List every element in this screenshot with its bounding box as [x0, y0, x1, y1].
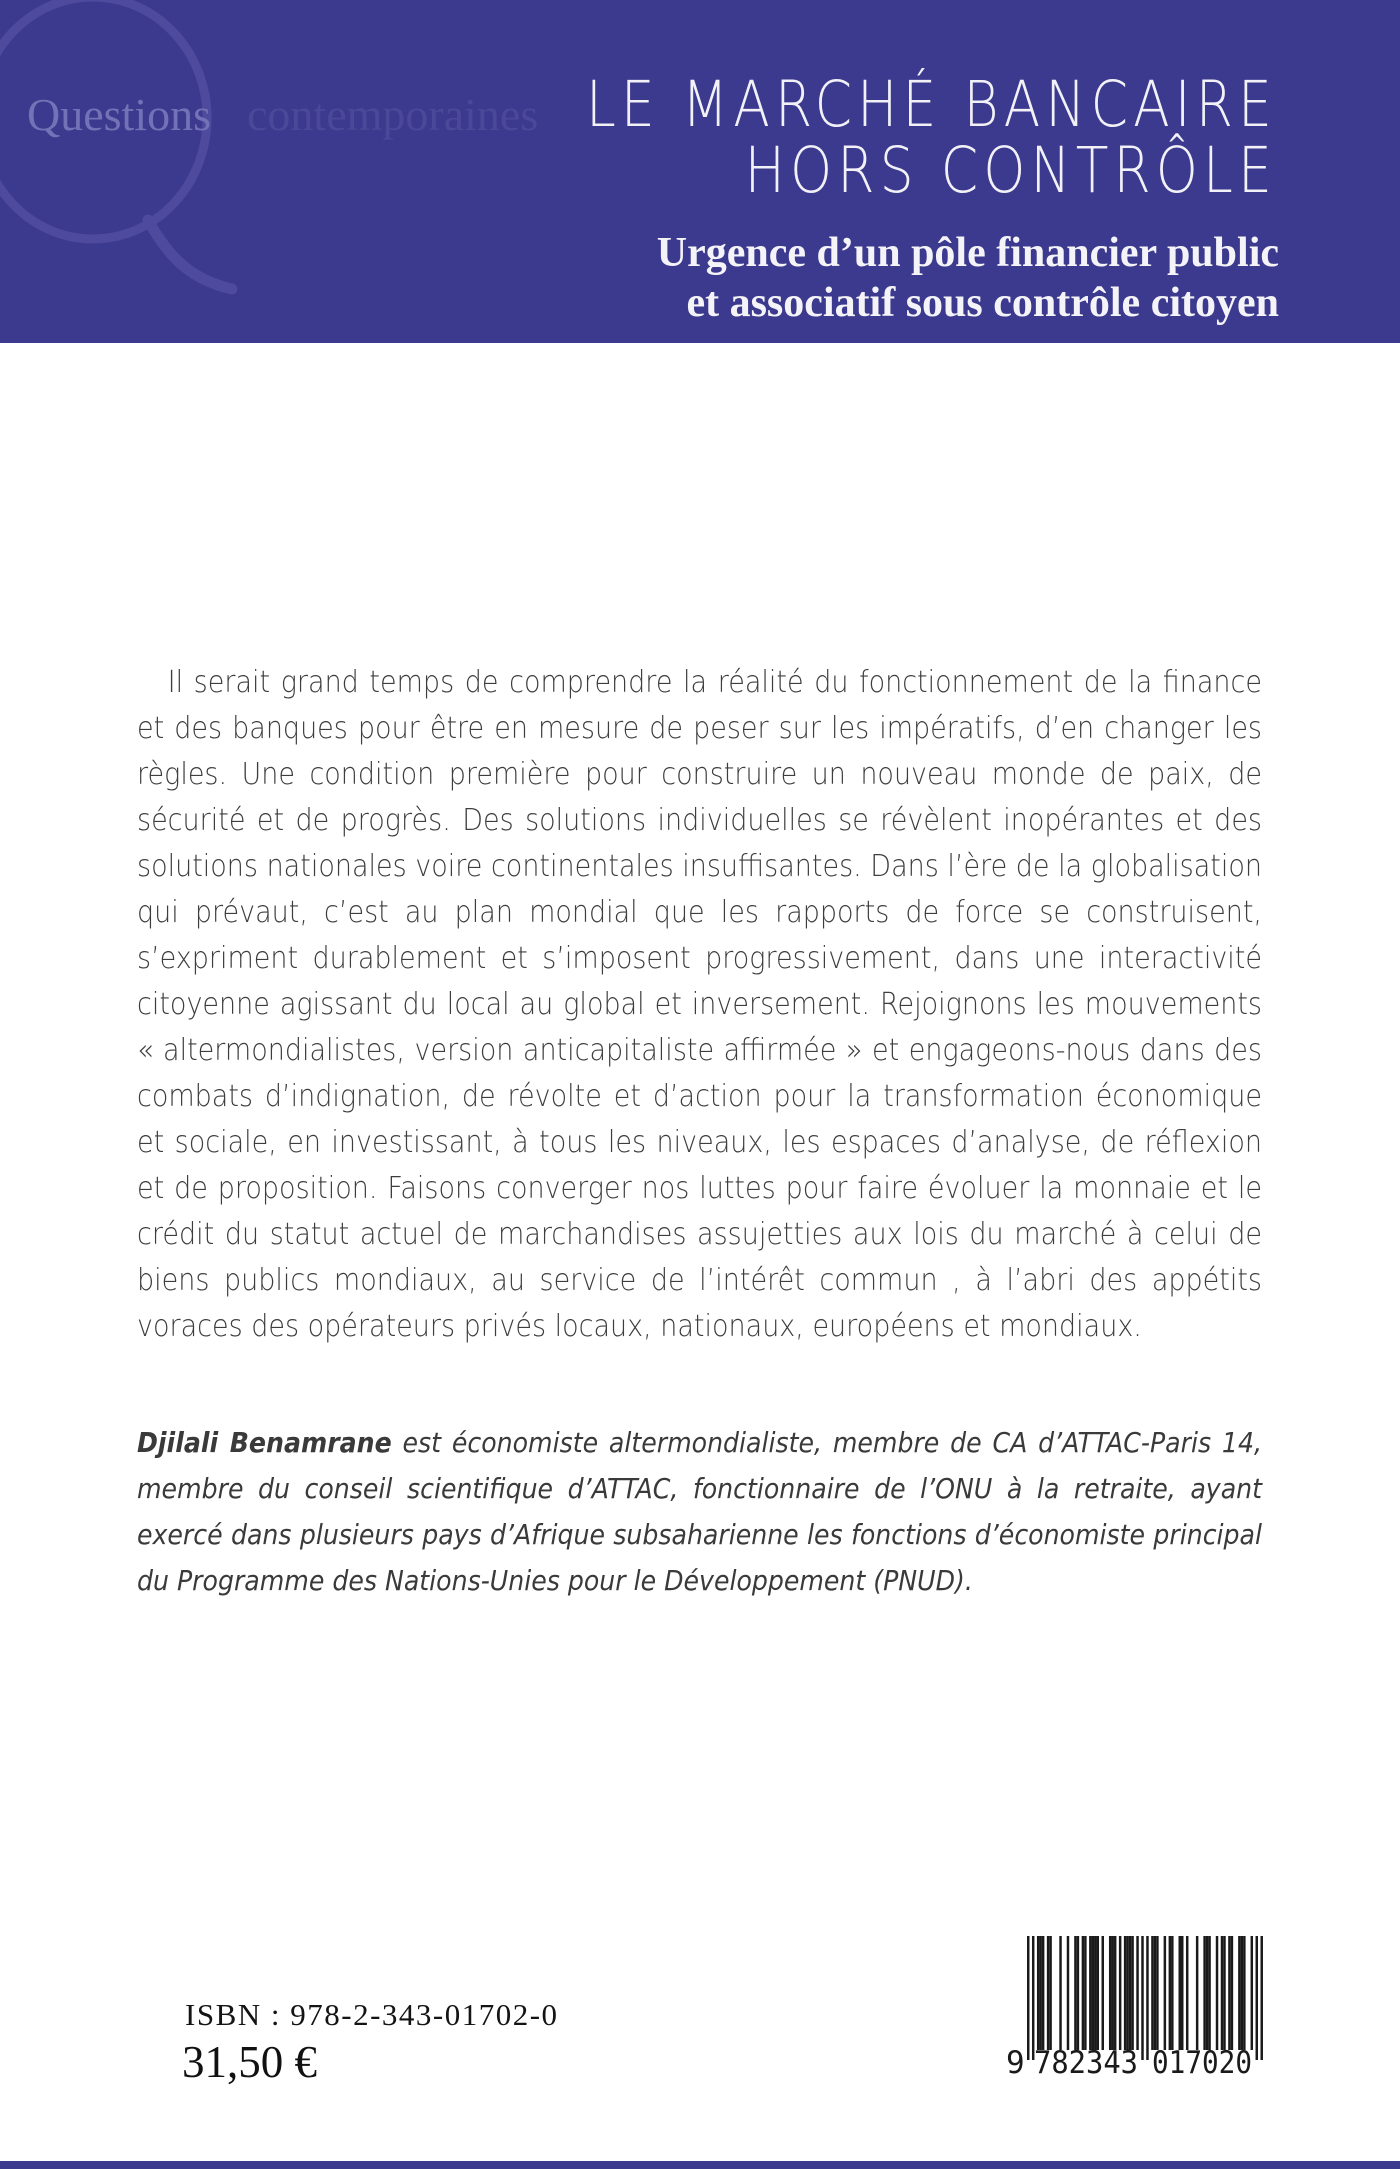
book-subtitle-line2: et associatif sous contrôle citoyen — [686, 280, 1279, 326]
barcode — [1000, 1934, 1266, 2084]
book-title — [586, 68, 1277, 207]
barcode-digits-group2: 017020 — [1152, 2045, 1252, 2080]
author-name: Djilali Benamrane — [137, 1426, 392, 1459]
collection-name-primary: Questions — [27, 89, 211, 140]
collection-name-secondary: contemporaines — [247, 89, 539, 140]
collection-name — [27, 88, 538, 141]
author-bio-paragraph — [137, 1420, 1262, 1604]
header-band — [0, 0, 1400, 343]
price-text: 31,50 € — [182, 2037, 317, 2087]
synopsis-paragraph: Il serait grand temps de comprendre la réalité du fonctionnement de la finance et des banques pour être en mesure de peser sur les impératifs, d’en changer les règles. Une condition première pour construire un nouveau monde de paix, de sécurité et de progrès. Des solutions individuelles se révèlent inopérantes et des solutions nationales voire continentales insuffisantes. Dans l’ère de la globalisation qui prévaut, c’est au plan mondial que les rapports de force se construisent, s’expriment durablement et s’imposent progressivement, dans une interactivité citoyenne agissant du local au global et inversement. Rejoignons les mouvements « altermondialistes, version anticapitaliste affirmée » et engageons-nous dans des combats d’indignation, de révolte et d’action pour la transformation économique et sociale, en investissant, à tous les niveaux, les espaces d’analyse, de réflexion et de proposition. Faisons converger nos luttes pour faire évoluer la monnaie et le crédit du statut actuel de marchandises assujetties aux lois du marché à celui de biens publics mondiaux, au service de l’intérêt commun , à l’abri des appétits voraces des opérateurs privés locaux, nationaux, européens et mondiaux. — [137, 665, 1263, 1344]
barcode-digits-group1: 782343 — [1034, 2045, 1138, 2080]
isbn-text: ISBN : 978-2-343-01702-0 — [185, 1997, 559, 2032]
barcode-digit-left: 9 — [1006, 2045, 1025, 2080]
bottom-accent-rule — [0, 2161, 1400, 2169]
collection-q-logo-icon — [0, 0, 300, 343]
book-subtitle-line1: Urgence d’un pôle financier public — [656, 230, 1279, 276]
book-subtitle — [657, 228, 1279, 328]
book-title-line1: LE MARCHÉ BANCAIRE — [586, 68, 1277, 141]
ean13-barcode-icon — [1000, 1934, 1266, 2080]
author-bio-text: est économiste altermondialiste, membre de CA d’ATTAC-Paris 14, membre du conseil scientifique d’ATTAC, fonctionnaire de l’ONU à la retraite, ayant exercé dans plusieurs pays d’Afrique subsaharienne les fonctions d’économiste principal du Programme des Nations-Unies pour le Développement (PNUD). — [137, 1426, 1262, 1597]
book-title-line2: HORS CONTRÔLE — [744, 134, 1277, 207]
